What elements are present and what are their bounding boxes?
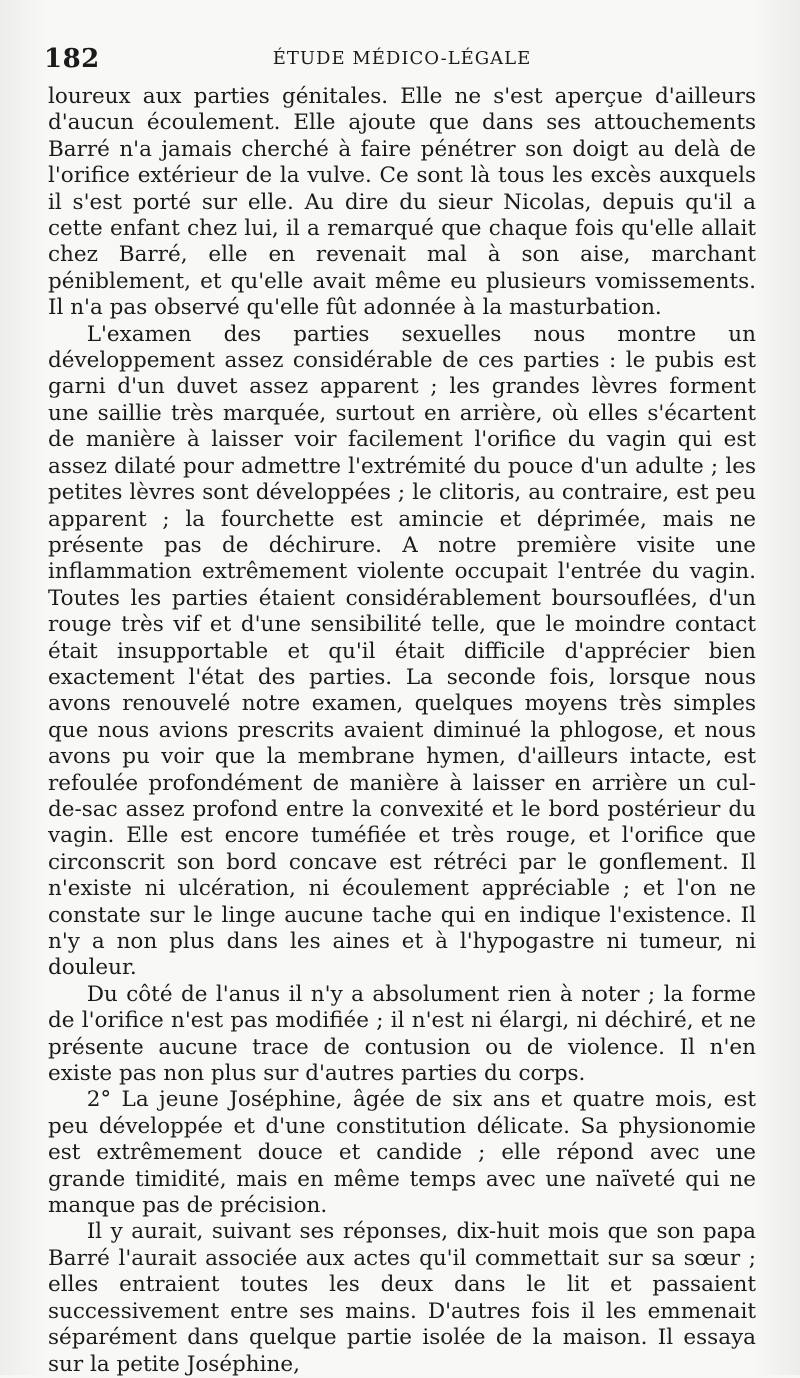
- paragraph-2: L'examen des parties sexuelles nous montre un développement assez considérable de ces parties : le pubis est garni d'un duvet assez apparent ; les grandes lèvres forment une saillie très marquée, surtout en arrière, où elles s'écartent de manière à laisser voir facilement l'orifice du vagin qui est assez dilaté pour admettre l'extrémité du pouce d'un adulte ; les petites lèvres sont développées ; le clitoris, au contraire, est peu apparent ; la fourchette est amincie et déprimée, mais ne présente pas de déchirure. A notre première visite une inflammation extrêmement violente occupait l'entrée du vagin. Toutes les parties étaient considérablement boursouflées, d'un rouge très vif et d'une sensibilité telle, que le moindre contact était insupportable et qu'il était difficile d'apprécier bien exactement l'état des parties. La seconde fois, lorsque nous avons renouvelé notre examen, quelques moyens très simples que nous avions prescrits avaient diminué la phlogose, et nous avons pu voir que la membrane hymen, d'ailleurs intacte, est refoulée profondément de manière à laisser en arrière un cul-de-sac assez profond entre la convexité et le bord postérieur du vagin. Elle est encore tuméfiée et très rouge, et l'orifice que circonscrit son bord concave est rétréci par le gonflement. Il n'existe ni ulcération, ni écoulement appréciable ; et l'on ne constate sur le linge aucune tache qui en indique l'existence. Il n'y a non plus dans les aines et à l'hypogastre ni tumeur, ni douleur.: [48, 321, 756, 981]
- body-text: [48, 84, 756, 1378]
- paragraph-5: Il y aurait, suivant ses réponses, dix-huit mois que son papa Barré l'aurait associée aux actes qu'il commettait sur sa sœur ; elles entraient toutes les deux dans le lit et passaient successivement entre ses mains. D'autres fois il les emmenait séparément dans quelque partie isolée de la maison. Il essaya sur la petite Joséphine,: [48, 1219, 756, 1377]
- paragraph-3: Du côté de l'anus il n'y a absolument rien à noter ; la forme de l'orifice n'est pas modifiée ; il n'est ni élargi, ni déchiré, et ne présente aucune trace de contusion ou de violence. Il n'en existe pas non plus sur d'autres parties du corps.: [48, 981, 756, 1087]
- page-number: 182: [44, 44, 100, 74]
- running-head: ÉTUDE MÉDICO-LÉGALE: [272, 48, 532, 69]
- paragraph-4: 2° La jeune Joséphine, âgée de six ans et quatre mois, est peu développée et d'une constitution délicate. Sa physionomie est extrêmement douce et candide ; elle répond avec une grande timidité, mais en même temps avec une naïveté qui ne manque pas de précision.: [48, 1087, 756, 1219]
- page-header: [44, 38, 756, 78]
- paragraph-1: loureux aux parties génitales. Elle ne s'est aperçue d'ailleurs d'aucun écoulement. Elle ajoute que dans ses attouchements Barré n'a jamais cherché à faire pénétrer son doigt au delà de l'orifice extérieur de la vulve. Ce sont là tous les excès auxquels il s'est porté sur elle. Au dire du sieur Nicolas, depuis qu'il a cette enfant chez lui, il a remarqué que chaque fois qu'elle allait chez Barré, elle en revenait mal à son aise, marchant péniblement, et qu'elle avait même eu plusieurs vomissements. Il n'a pas observé qu'elle fût adonnée à la masturbation.: [48, 84, 756, 321]
